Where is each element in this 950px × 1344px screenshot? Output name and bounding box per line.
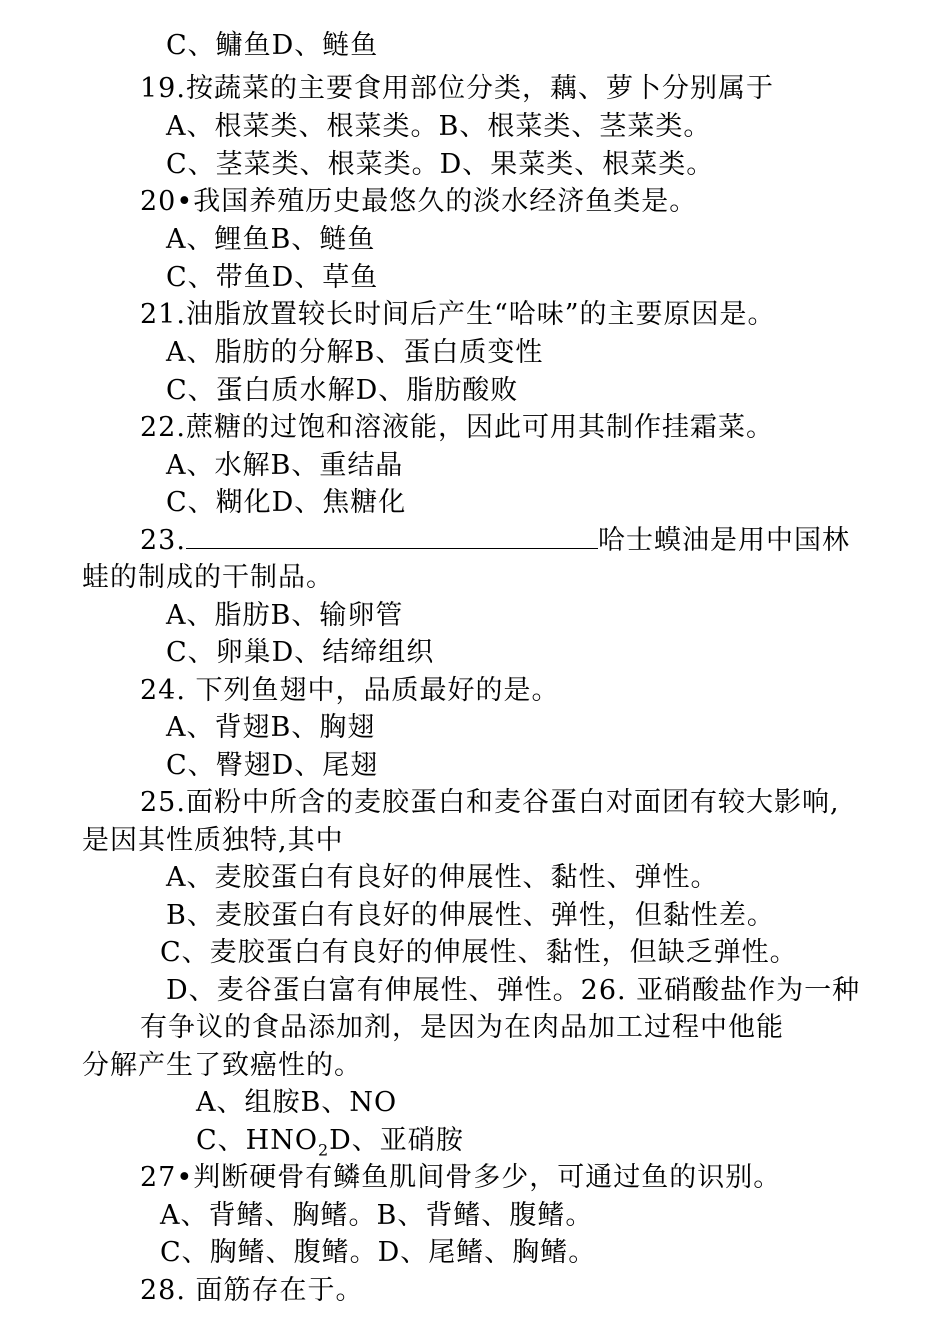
- q28-stem: 28. 面筋存在于。: [140, 1275, 364, 1306]
- q25-stem-line1: 25.面粉中所含的麦胶蛋白和麦谷蛋白对面团有较大影响,: [140, 787, 840, 818]
- q25-option-b: B、麦胶蛋白有良好的伸展性、弹性，但黏性差。: [166, 900, 775, 931]
- q26-option-d: D、亚硝胺: [329, 1125, 464, 1156]
- q27-option-ab: A、背鳍、胸鳍。B、背鳍、腹鳍。: [160, 1200, 594, 1231]
- q26-stem-line3: 分解产生了致癌性的。: [82, 1050, 362, 1081]
- q26-option-c: C、HNO: [196, 1125, 318, 1156]
- q25-option-a: A、麦胶蛋白有良好的伸展性、黏性、弹性。: [166, 862, 719, 893]
- q25-option-c: C、麦胶蛋白有良好的伸展性、黏性，但缺乏弹性。: [160, 937, 798, 968]
- q19-stem: 19.按蔬菜的主要食用部位分类，藕、萝卜分别属于: [140, 73, 774, 104]
- q22-option-cd: C、糊化D、焦糖化: [166, 487, 407, 518]
- q19-option-ab: A、根菜类、根菜类。B、根菜类、茎菜类。: [166, 111, 712, 142]
- q23-option-ab: A、脂肪B、输卵管: [166, 600, 404, 631]
- subscript-2: 2: [317, 1140, 330, 1160]
- q23-number: 23.: [140, 525, 186, 556]
- q21-stem: 21.油脂放置较长时间后产生“哈味”的主要原因是。: [140, 299, 776, 330]
- q26-option-ab: A、组胺B、NO: [196, 1087, 398, 1118]
- answer-blank: [186, 524, 598, 549]
- q20-option-ab: A、鲤鱼B、鲢鱼: [166, 224, 376, 255]
- q22-stem: 22.蔗糖的过饱和溶液能，因此可用其制作挂霜菜。: [140, 412, 774, 443]
- q19-option-cd: C、茎菜类、根菜类。D、果菜类、根菜类。: [166, 149, 715, 180]
- q24-stem: 24. 下列鱼翅中，品质最好的是。: [140, 675, 560, 706]
- q27-option-cd: C、胸鳍、腹鳍。D、尾鳍、胸鳍。: [160, 1237, 597, 1268]
- q25-stem-line2: 是因其性质独特,其中: [82, 825, 344, 856]
- q22-option-ab: A、水解B、重结晶: [166, 450, 404, 481]
- q26-stem-line2: 有争议的食品添加剂，是因为在肉品加工过程中他能: [140, 1012, 784, 1043]
- q21-option-ab: A、脂肪的分解B、蛋白质变性: [166, 337, 544, 368]
- q23-option-cd: C、卵巢D、结缔组织: [166, 637, 435, 668]
- q20-stem: 20•我国养殖历史最悠久的淡水经济鱼类是。: [140, 186, 698, 217]
- q24-option-cd: C、臀翅D、尾翅: [166, 750, 379, 781]
- q20-option-cd: C、带鱼D、草鱼: [166, 262, 379, 293]
- q21-option-cd: C、蛋白质水解D、脂肪酸败: [166, 375, 519, 406]
- q25-option-d-and-q26-stem: D、麦谷蛋白富有伸展性、弹性。26. 亚硝酸盐作为一种: [166, 975, 861, 1006]
- q23-stem-text: 哈士蟆油是用中国林: [597, 525, 850, 556]
- q27-stem: 27•判断硬骨有鳞鱼肌间骨多少，可通过鱼的识别。: [140, 1162, 782, 1193]
- q23-stem-line2: 蛙的制成的干制品。: [82, 562, 334, 593]
- q24-option-ab: A、背翅B、胸翅: [166, 712, 376, 743]
- q23-stem-line1: [140, 524, 850, 558]
- q18-option-cd: C、鳙鱼D、鲢鱼: [166, 30, 379, 61]
